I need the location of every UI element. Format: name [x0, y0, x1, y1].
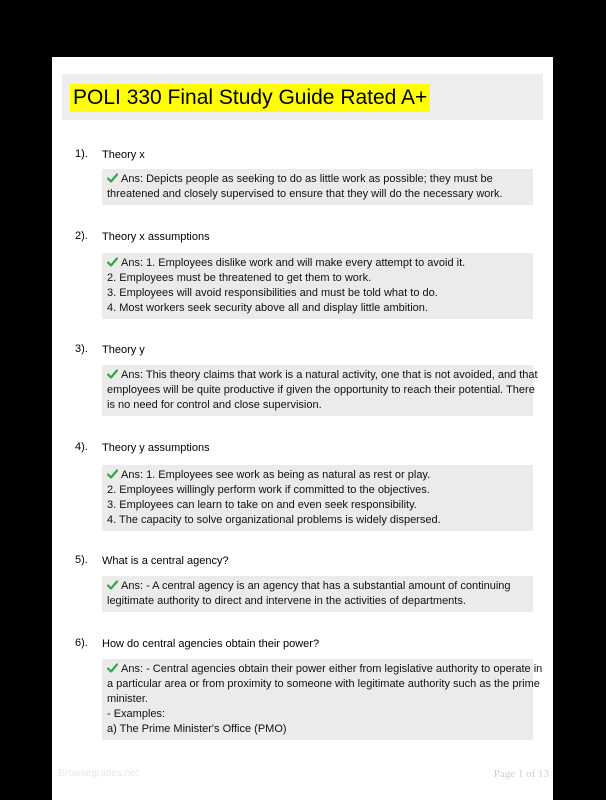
- document-page: [52, 57, 553, 800]
- question-number: 3).: [75, 343, 88, 355]
- answer-line: [107, 579, 528, 594]
- answer-text: Ans: This theory claims that work is a natural activity, one that is not avoided, and that: [121, 369, 538, 381]
- checkmark-icon: [107, 469, 118, 479]
- question-number: 2).: [75, 230, 88, 242]
- answer-box: [102, 576, 533, 612]
- question-number: 5).: [75, 554, 88, 566]
- page-number: Page 1 of 13: [493, 768, 549, 780]
- answer-line: [107, 662, 543, 677]
- answer-line: threatened and closely supervised to ensure that they will do the necessary work.: [107, 188, 503, 200]
- answer-box: [102, 465, 533, 531]
- answer-line: - Examples:: [107, 708, 166, 720]
- answer-line: [107, 468, 528, 483]
- answer-line: is no need for control and close supervision.: [107, 399, 322, 411]
- answer-line: employees will be quite productive if given the opportunity to reach their potential. There: [107, 384, 535, 396]
- answer-text: Ans: Depicts people as seeking to do as little work as possible; they must be: [121, 173, 493, 185]
- checkmark-icon: [107, 173, 118, 183]
- answer-line: [107, 172, 528, 187]
- answer-line: 3. Employees can learn to take on and even seek responsibility.: [107, 499, 417, 511]
- answer-line: a particular area or from proximity to someone with legitimate authority such as the prime: [107, 678, 540, 690]
- answer-line: minister.: [107, 693, 148, 705]
- answer-line: 4. The capacity to solve organizational problems is widely dispersed.: [107, 514, 441, 526]
- checkmark-icon: [107, 257, 118, 267]
- answer-text: Ans: - Central agencies obtain their power either from legislative authority to operate in: [121, 663, 543, 675]
- answer-box: [102, 365, 538, 416]
- question-number: 4).: [75, 441, 88, 453]
- question-number: 6).: [75, 637, 88, 649]
- answer-line: a) The Prime Minister's Office (PMO): [107, 723, 287, 735]
- checkmark-icon: [107, 369, 118, 379]
- answer-text: Ans: - A central agency is an agency that has a substantial amount of continuing: [121, 580, 511, 592]
- question-text: Theory y: [102, 344, 145, 356]
- question-text: Theory x assumptions: [102, 231, 210, 243]
- answer-box: [102, 253, 533, 319]
- question-text: Theory x: [102, 149, 145, 161]
- question-text: What is a central agency?: [102, 555, 229, 567]
- answer-line: 2. Employees must be threatened to get them to work.: [107, 272, 372, 284]
- title-bar: [62, 74, 543, 120]
- question-text: How do central agencies obtain their power?: [102, 638, 320, 650]
- answer-line: [107, 368, 538, 383]
- answer-line: 3. Employees will avoid responsibilities and must be told what to do.: [107, 287, 438, 299]
- checkmark-icon: [107, 580, 118, 590]
- answer-box: [102, 659, 543, 740]
- answer-line: [107, 256, 528, 271]
- question-text: Theory y assumptions: [102, 442, 210, 454]
- answer-line: 2. Employees willingly perform work if committed to the objectives.: [107, 484, 430, 496]
- answer-line: legitimate authority to direct and intervene in the activities of departments.: [107, 595, 466, 607]
- checkmark-icon: [107, 663, 118, 673]
- page-title: POLI 330 Final Study Guide Rated A+: [70, 84, 430, 112]
- answer-text: Ans: 1. Employees dislike work and will make every attempt to avoid it.: [121, 257, 466, 269]
- footer-watermark: Browsegrades.net: [58, 768, 139, 779]
- answer-line: 4. Most workers seek security above all and display little ambition.: [107, 302, 428, 314]
- answer-box: [102, 169, 533, 205]
- answer-text: Ans: 1. Employees see work as being as natural as rest or play.: [121, 469, 431, 481]
- question-number: 1).: [75, 148, 88, 160]
